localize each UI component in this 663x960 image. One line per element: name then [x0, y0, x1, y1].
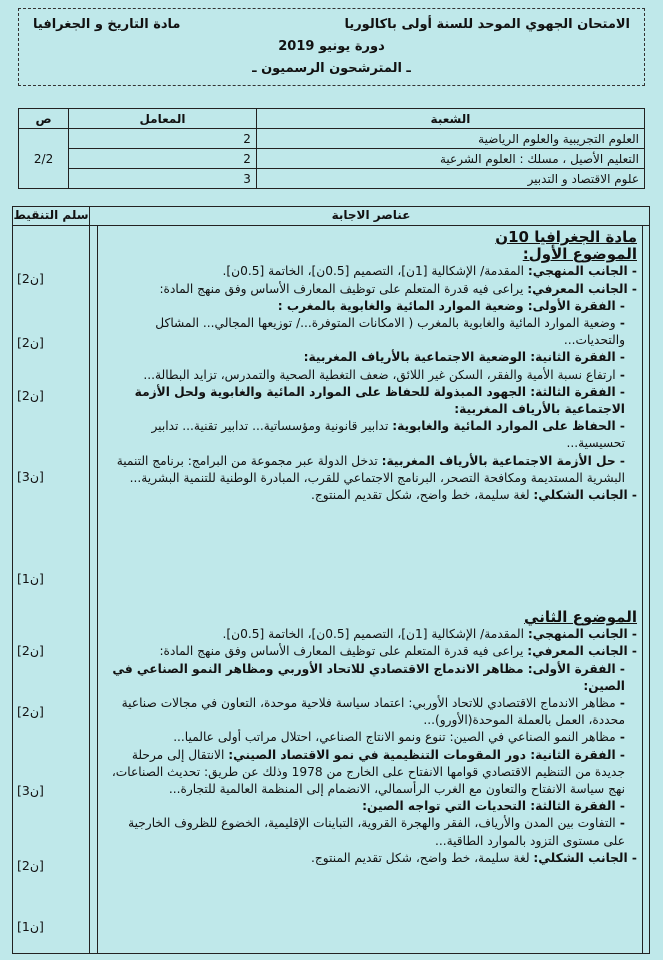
score-t1-p2: [2ن] [17, 388, 44, 403]
coef-header: المعامل [69, 109, 257, 129]
elements-header: عناصر الاجابة [331, 208, 411, 222]
score-t1-method: [2ن] [17, 271, 44, 286]
t2-p1b-text: - مظاهر النمو الصناعي في الصين: تنوع ونمو الانتاج الصناعي، احتلال مراتب أولى عالميا... [109, 729, 637, 746]
table-row [19, 129, 645, 149]
t1-form-label: الجانب الشكلي: [533, 488, 628, 503]
score-t1-p3: [3ن] [17, 469, 44, 484]
t2-form-label: الجانب الشكلي: [533, 850, 628, 865]
topic2-title: الموضوع الثاني [524, 608, 637, 626]
column-divider [89, 207, 90, 953]
stream-cell: التعليم الأصيل ، مسلك : العلوم الشرعية [256, 149, 644, 169]
t2-form-line [109, 850, 637, 867]
topic1-block [109, 229, 637, 504]
score-t2-p2: [3ن] [17, 783, 44, 798]
t2-p2-label: الفقرة الثانية: دور المقومات التنظيمية في نمو الاقتصاد الصيني: [228, 747, 616, 762]
t2-form-text: لغة سليمة، خط واضح، شكل تقديم المنتوج. [311, 850, 534, 865]
subject-title: مادة التاريخ و الجغرافيا [33, 17, 181, 32]
t2-knowledge-text: يراعى فيه قدرة المتعلم على توظيف المعارف الأساس وفق منهج المادة: [159, 644, 528, 659]
t1-p1-title: - الفقرة الأولى: وضعية الموارد المائية والغابوية بالمغرب : [109, 298, 637, 315]
t2-p3-text: - التفاوت بين المدن والأرياف، الفقر والهجرة القروية، التباينات الإقليمية، الخضوع للظروف الخارجية على مستوى التزود بالموارد الطاقية... [109, 815, 637, 849]
t1-p2-text: - ارتفاع نسبة الأمية والفقر، السكن غير اللائق، ضعف التغطية الصحية والتمدرس، تزايد البطالة... [109, 367, 637, 384]
t1-p3b-label: حل الأزمة الاجتماعية بالأرياف المغربية: [381, 453, 616, 468]
t1-p1-text: - وضعية الموارد المائية والغابوية بالمغرب ( الامكانات المتوفرة.../ توزيعها المجالي... المشاكل والتحديات... [109, 315, 637, 349]
exam-header [18, 8, 645, 86]
stream-cell: علوم الاقتصاد و التدبير [256, 169, 644, 189]
streams-table [18, 108, 645, 189]
t1-knowledge-text: يراعى فيه قدرة المتعلم على توظيف المعارف الأساس وفق منهج المادة: [159, 281, 528, 296]
score-t2-method: [2ن] [17, 643, 44, 658]
score-t2-p3: [2ن] [17, 858, 44, 873]
t2-p1-title: - الفقرة الأولى: مظاهر الاندماج الاقتصادي للاتحاد الأوربي ومظاهر النمو الصناعي في الصين: [109, 661, 637, 695]
t2-method-line [109, 626, 637, 643]
t1-form-line [109, 487, 637, 504]
t2-method-label: الجانب المنهجي: [527, 627, 628, 642]
t1-method-text: المقدمة/ الإشكالية [1ن]، التصميم [0.5ن]، الخاتمة [0.5ن]. [222, 264, 528, 279]
page-header: ص [19, 109, 69, 129]
t2-p2-text: الانتقال إلى مرحلة جديدة من التنظيم الاقتصادي قوامها الانفتاح على الخارج من 1978 وذلك عن طريق: تحديث الصناعات، نهج سياسة الانفتاح والتعاون مع الغرب الرأسمالي، الانضمام إلى المنظمة العالمية للتجارة... [111, 747, 625, 797]
session-title: دورة يونيو 2019 [278, 39, 385, 54]
coef-cell: 2 [69, 149, 257, 169]
t1-p2-title: - الفقرة الثانية: الوضعية الاجتماعية بالأرياف المغربية: [109, 349, 637, 366]
score-t1-form: [1ن] [17, 571, 44, 586]
inner-border-right [642, 225, 643, 953]
t1-p3b-text: تدخل الدولة عبر مجموعة من البرامج: برنامج التنمية البشرية المستديمة ومكافحة التصحر، البرنامج الاجتماعي للقرب، المبادرة الوطنية للتنمية البشرية... [116, 453, 625, 485]
table-row [19, 149, 645, 169]
exam-title: الامتحان الجهوي الموحد للسنة أولى باكالوريا [344, 17, 630, 32]
topic2-block [109, 609, 637, 867]
score-t2-p1: [2ن] [17, 704, 44, 719]
answers-table [12, 206, 650, 954]
page-cell: 2/2 [19, 129, 69, 189]
t1-form-text: لغة سليمة، خط واضح، شكل تقديم المنتوج. [311, 488, 534, 503]
t1-method-label: الجانب المنهجي: [527, 264, 628, 279]
table-header-row [19, 109, 645, 129]
stream-header: الشعبة [256, 109, 644, 129]
inner-border [97, 225, 98, 953]
coef-cell: 2 [69, 129, 257, 149]
t2-method-text: المقدمة/ الإشكالية [1ن]، التصميم [0.5ن]، الخاتمة [0.5ن]. [222, 627, 528, 642]
geography-title: مادة الجغرافيا 10ن [495, 228, 637, 246]
header-divider [13, 225, 649, 226]
t1-knowledge-label: الجانب المعرفي: [527, 281, 628, 296]
t1-method-line [109, 263, 637, 280]
t1-p3a-line [109, 418, 637, 452]
t2-p2-line [109, 747, 637, 799]
scores-header: سلم التنقيط [13, 208, 89, 222]
t1-p3a-text: تدابير قانونية ومؤسساتية... تدابير تقنية... تدابير تحسيسية... [151, 419, 625, 451]
t2-knowledge-label: الجانب المعرفي: [527, 644, 628, 659]
table-row [19, 169, 645, 189]
t2-p3-title: - الفقرة الثالثة: التحديات التي تواجه الصين: [109, 798, 637, 815]
score-t1-p1: [2ن] [17, 335, 44, 350]
t2-p1a-text: - مظاهر الاندماج الاقتصادي للاتحاد الأوربي: اعتماد سياسة فلاحية موحدة، التعاون في مجالات صناعية محددة، العمل بالعملة الموحدة(الأورو)... [109, 695, 637, 729]
t1-p3-title: - الفقرة الثالثة: الجهود المبذولة للحفاظ على الموارد المائية والغابوية ولحل الأزمة الاجتماعية بالأرياف المغربية: [109, 384, 637, 418]
t1-knowledge-line [109, 281, 637, 298]
stream-cell: العلوم التجريبية والعلوم الرياضية [256, 129, 644, 149]
t1-p3b-line [109, 453, 637, 487]
t2-knowledge-line [109, 643, 637, 660]
coef-cell: 3 [69, 169, 257, 189]
topic1-title: الموضوع الأول: [522, 245, 637, 264]
t1-p3a-label: الحفاظ على الموارد المائية والغابوية: [392, 419, 616, 434]
score-t2-form: [1ن] [17, 919, 44, 934]
candidates-label: ـ المترشحون الرسميون ـ [252, 61, 411, 76]
